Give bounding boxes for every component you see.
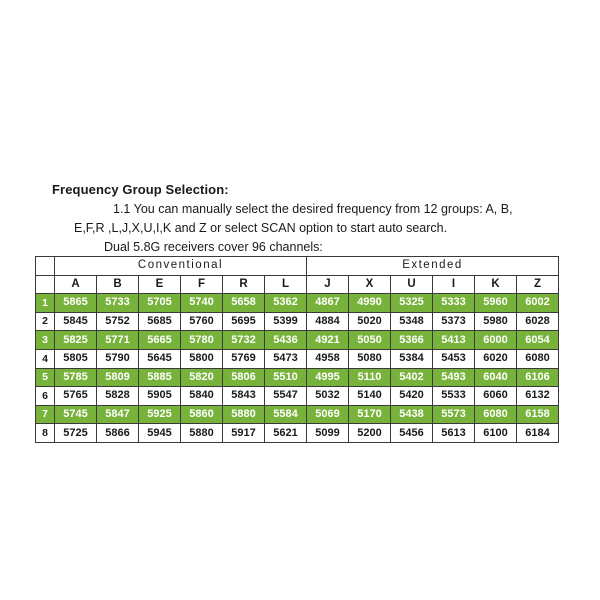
frequency-cell: 5745 (55, 405, 97, 424)
frequency-cell: 5980 (475, 312, 517, 331)
frequency-cell: 5945 (139, 424, 181, 443)
frequency-cell: 6100 (475, 424, 517, 443)
frequency-cell: 5373 (433, 312, 475, 331)
frequency-cell: 5333 (433, 294, 475, 313)
frequency-cell: 5325 (391, 294, 433, 313)
frequency-cell: 5658 (223, 294, 265, 313)
frequency-cell: 5885 (139, 368, 181, 387)
frequency-cell: 5880 (181, 424, 223, 443)
frequency-cell: 5032 (307, 387, 349, 406)
column-header-z: Z (517, 275, 559, 294)
column-header-k: K (475, 275, 517, 294)
frequency-cell: 5960 (475, 294, 517, 313)
column-header-u: U (391, 275, 433, 294)
frequency-cell: 5456 (391, 424, 433, 443)
frequency-cell: 6002 (517, 294, 559, 313)
frequency-cell: 5769 (223, 349, 265, 368)
frequency-cell: 5099 (307, 424, 349, 443)
frequency-cell: 6020 (475, 349, 517, 368)
frequency-cell: 5809 (97, 368, 139, 387)
frequency-cell: 5800 (181, 349, 223, 368)
frequency-cell: 5493 (433, 368, 475, 387)
frequency-cell: 5348 (391, 312, 433, 331)
frequency-cell: 4995 (307, 368, 349, 387)
corner-cell (36, 275, 55, 294)
frequency-cell: 5771 (97, 331, 139, 350)
frequency-cell: 5140 (349, 387, 391, 406)
frequency-cell: 5847 (97, 405, 139, 424)
frequency-cell: 5366 (391, 331, 433, 350)
frequency-cell: 5621 (265, 424, 307, 443)
frequency-cell: 5200 (349, 424, 391, 443)
frequency-cell: 5925 (139, 405, 181, 424)
instruction-line-1: 1.1 You can manually select the desired frequency from 12 groups: A, B, (113, 202, 513, 216)
frequency-cell: 5880 (223, 405, 265, 424)
column-header-l: L (265, 275, 307, 294)
frequency-cell: 5170 (349, 405, 391, 424)
frequency-cell: 5413 (433, 331, 475, 350)
frequency-cell: 5399 (265, 312, 307, 331)
row-number: 3 (36, 331, 55, 350)
frequency-cell: 4921 (307, 331, 349, 350)
row-number: 5 (36, 368, 55, 387)
frequency-cell: 5362 (265, 294, 307, 313)
frequency-cell: 6080 (475, 405, 517, 424)
frequency-cell: 5752 (97, 312, 139, 331)
frequency-cell: 5547 (265, 387, 307, 406)
frequency-cell: 5050 (349, 331, 391, 350)
frequency-cell: 5020 (349, 312, 391, 331)
table-row (36, 331, 559, 350)
frequency-cell: 5860 (181, 405, 223, 424)
column-header-j: J (307, 275, 349, 294)
row-number: 6 (36, 387, 55, 406)
table-row (36, 294, 559, 313)
instruction-line-3: Dual 5.8G receivers cover 96 channels: (104, 240, 323, 254)
table-row (36, 424, 559, 443)
frequency-cell: 4958 (307, 349, 349, 368)
frequency-cell: 5533 (433, 387, 475, 406)
frequency-cell: 4884 (307, 312, 349, 331)
frequency-cell: 5805 (55, 349, 97, 368)
table-row (36, 349, 559, 368)
column-header-a: A (55, 275, 97, 294)
group-header-extended: Extended (307, 257, 559, 276)
frequency-cell: 5845 (55, 312, 97, 331)
frequency-cell: 5402 (391, 368, 433, 387)
frequency-cell: 6184 (517, 424, 559, 443)
frequency-cell: 5866 (97, 424, 139, 443)
frequency-cell: 6080 (517, 349, 559, 368)
frequency-cell: 6158 (517, 405, 559, 424)
frequency-cell: 5733 (97, 294, 139, 313)
frequency-cell: 6040 (475, 368, 517, 387)
table-body (36, 294, 559, 443)
frequency-cell: 5436 (265, 331, 307, 350)
frequency-cell: 5573 (433, 405, 475, 424)
frequency-cell: 5760 (181, 312, 223, 331)
frequency-cell: 6060 (475, 387, 517, 406)
table-row (36, 312, 559, 331)
frequency-cell: 5705 (139, 294, 181, 313)
frequency-cell: 5384 (391, 349, 433, 368)
column-header-e: E (139, 275, 181, 294)
frequency-cell: 6000 (475, 331, 517, 350)
frequency-cell: 5740 (181, 294, 223, 313)
column-header-r: R (223, 275, 265, 294)
table-row (36, 387, 559, 406)
row-number: 2 (36, 312, 55, 331)
frequency-cell: 6028 (517, 312, 559, 331)
row-number: 8 (36, 424, 55, 443)
row-number: 7 (36, 405, 55, 424)
column-header-i: I (433, 275, 475, 294)
frequency-cell: 5905 (139, 387, 181, 406)
frequency-cell: 5828 (97, 387, 139, 406)
table-row (36, 405, 559, 424)
frequency-cell: 5765 (55, 387, 97, 406)
instruction-line-2: E,F,R ,L,J,X,U,I,K and Z or select SCAN option to start auto search. (74, 221, 448, 235)
frequency-cell: 5840 (181, 387, 223, 406)
frequency-cell: 6132 (517, 387, 559, 406)
corner-cell (36, 257, 55, 276)
frequency-cell: 5645 (139, 349, 181, 368)
frequency-cell: 5917 (223, 424, 265, 443)
frequency-cell: 5695 (223, 312, 265, 331)
frequency-cell: 5843 (223, 387, 265, 406)
frequency-cell: 5790 (97, 349, 139, 368)
section-heading: Frequency Group Selection: (52, 182, 229, 197)
row-number: 1 (36, 294, 55, 313)
table-row (36, 368, 559, 387)
frequency-cell: 5453 (433, 349, 475, 368)
frequency-cell: 5820 (181, 368, 223, 387)
column-header-x: X (349, 275, 391, 294)
frequency-cell: 5438 (391, 405, 433, 424)
frequency-cell: 4990 (349, 294, 391, 313)
frequency-cell: 5785 (55, 368, 97, 387)
row-number: 4 (36, 349, 55, 368)
column-header-f: F (181, 275, 223, 294)
frequency-cell: 5420 (391, 387, 433, 406)
frequency-cell: 5665 (139, 331, 181, 350)
frequency-cell: 5473 (265, 349, 307, 368)
frequency-cell: 6106 (517, 368, 559, 387)
frequency-cell: 5613 (433, 424, 475, 443)
frequency-cell: 5780 (181, 331, 223, 350)
frequency-cell: 5865 (55, 294, 97, 313)
frequency-cell: 4867 (307, 294, 349, 313)
frequency-cell: 5825 (55, 331, 97, 350)
frequency-cell: 5685 (139, 312, 181, 331)
frequency-cell: 5510 (265, 368, 307, 387)
frequency-cell: 6054 (517, 331, 559, 350)
group-header-conventional: Conventional (55, 257, 307, 276)
column-header-b: B (97, 275, 139, 294)
column-header-row (36, 275, 559, 294)
frequency-cell: 5725 (55, 424, 97, 443)
frequency-cell: 5110 (349, 368, 391, 387)
frequency-cell: 5806 (223, 368, 265, 387)
frequency-table (35, 256, 559, 443)
frequency-cell: 5732 (223, 331, 265, 350)
frequency-cell: 5080 (349, 349, 391, 368)
frequency-cell: 5584 (265, 405, 307, 424)
frequency-cell: 5069 (307, 405, 349, 424)
